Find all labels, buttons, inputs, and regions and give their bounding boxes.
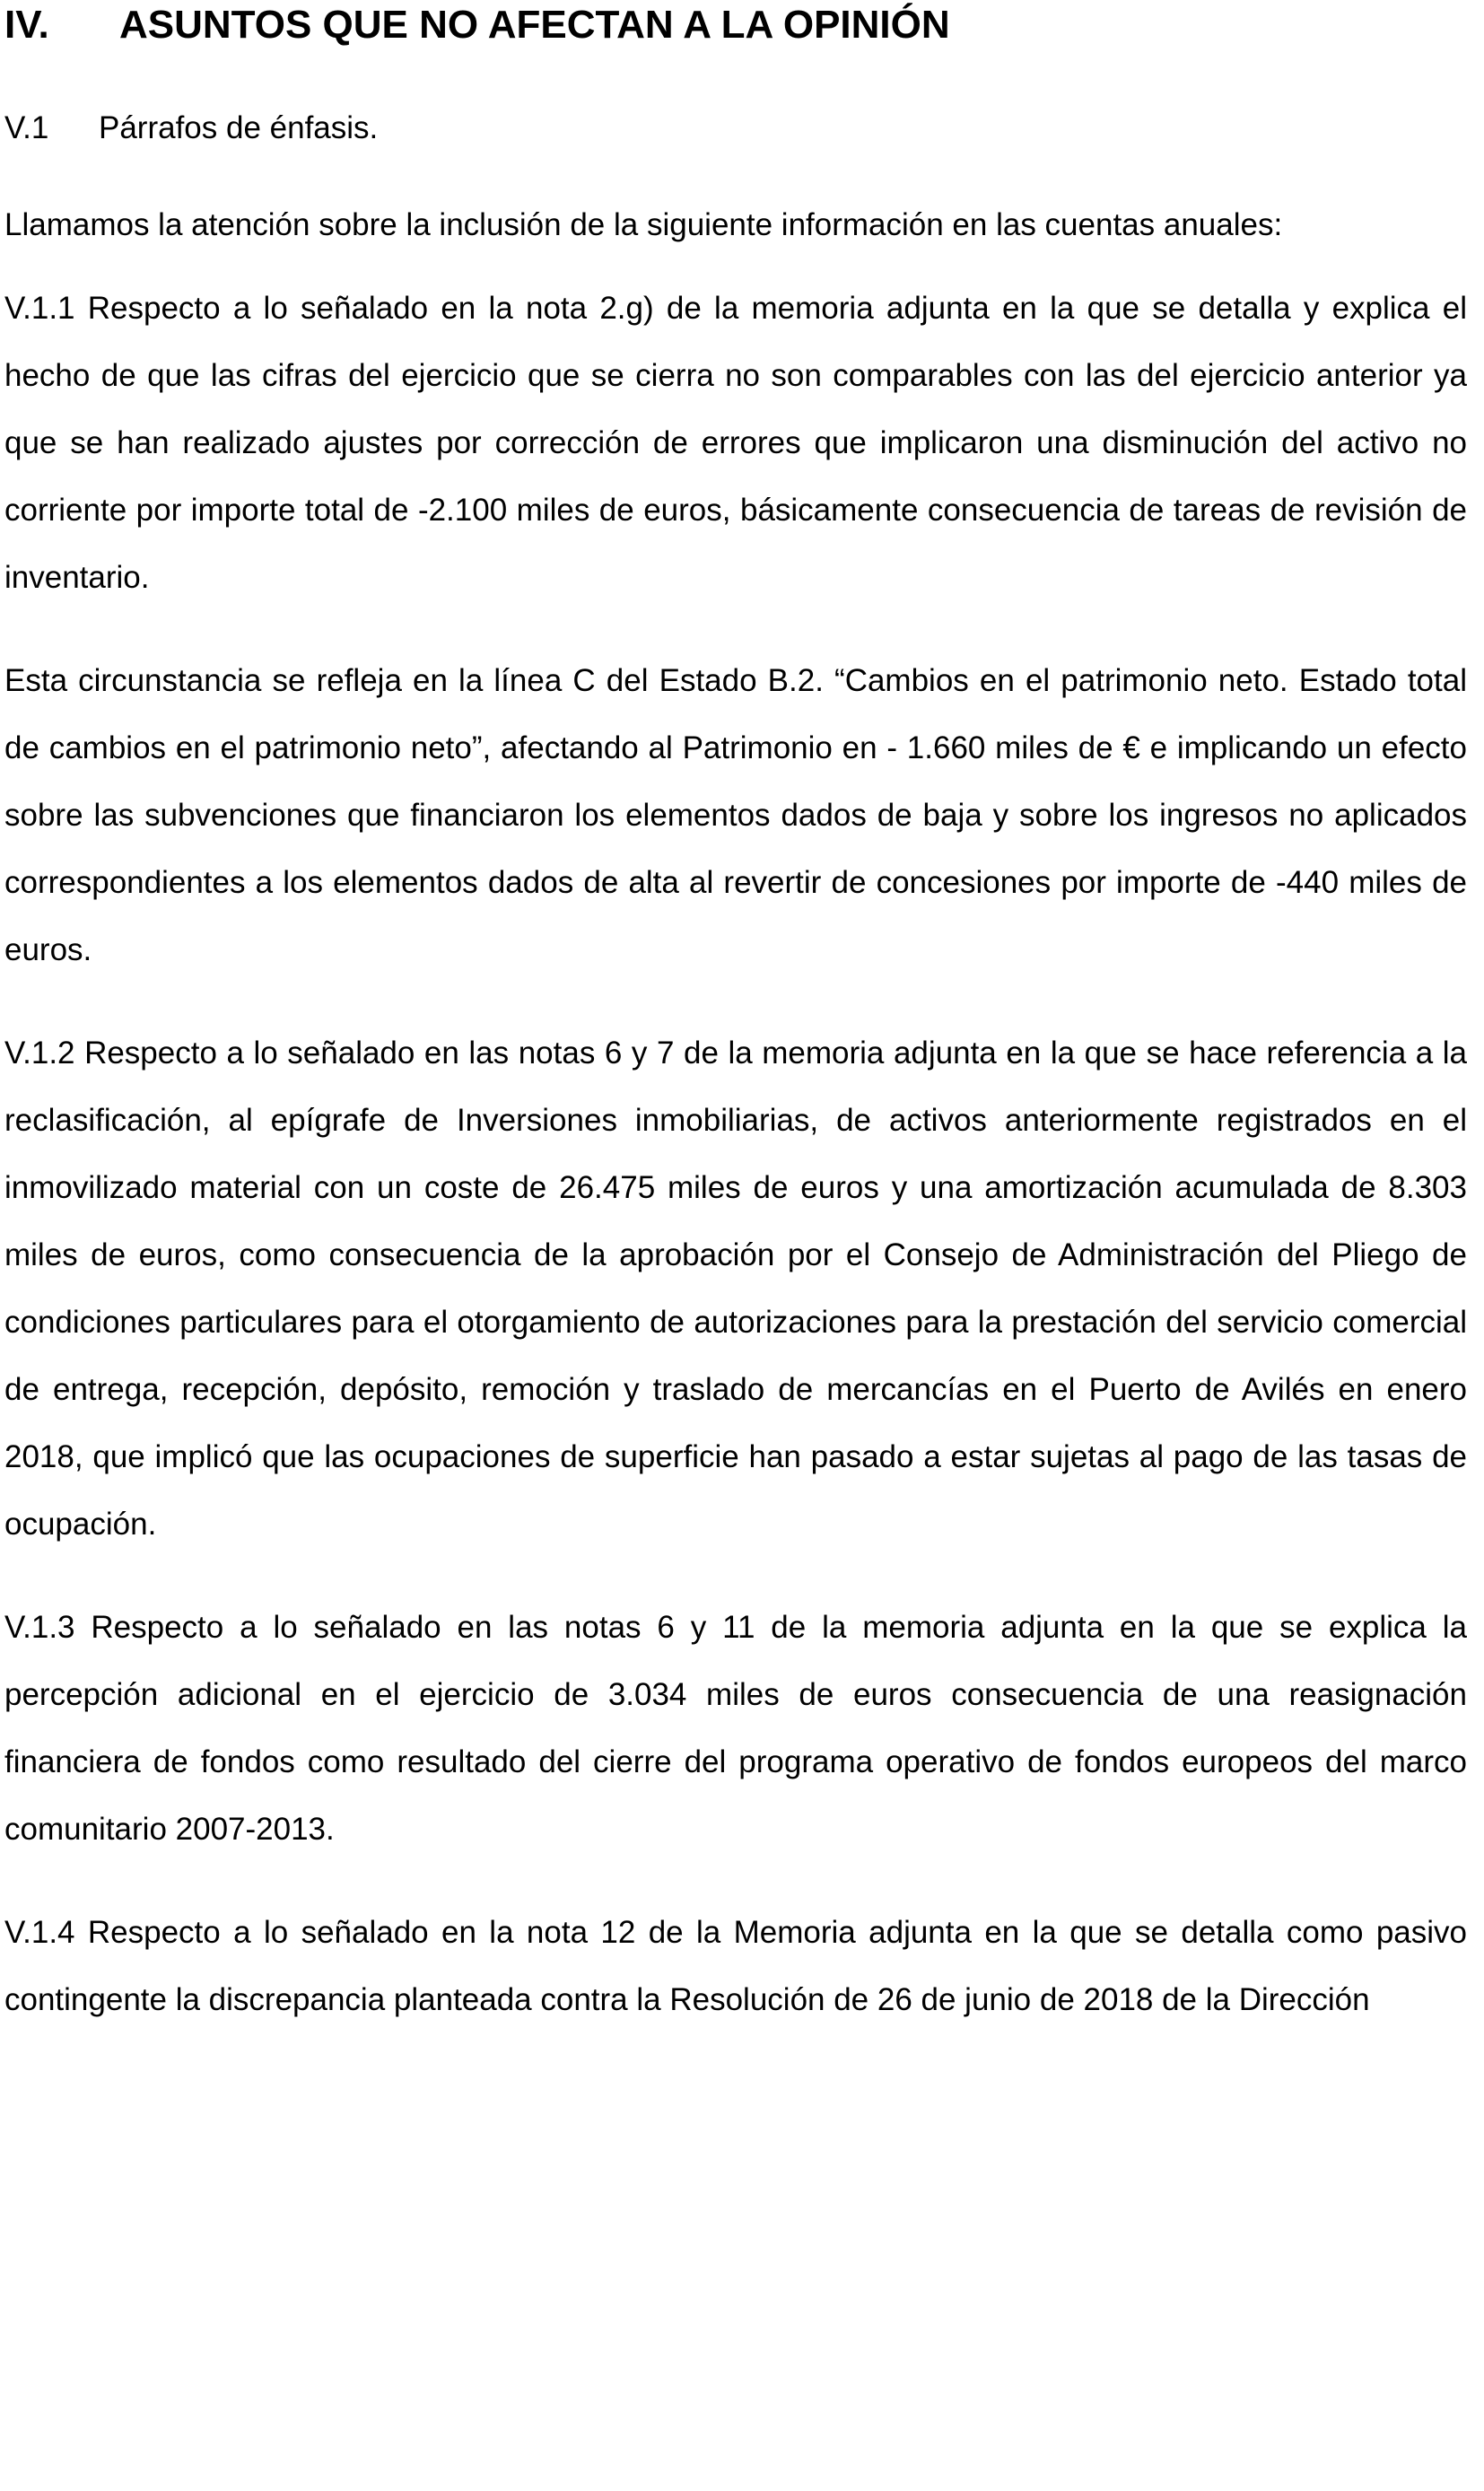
document-page <box>4 0 1467 2033</box>
paragraph-v-1-3: V.1.3 Respecto a lo señalado en las notas 6 y 11 de la memoria adjunta en la que se explica la percepción adicional en el ejercicio de 3.034 miles de euros consecuencia de una reasignación financiera de fondos como resultado del cierre del programa operativo de fondos europeos del marco comunitario 2007-2013. <box>4 1610 1467 1847</box>
subsection-title: Párrafos de énfasis. <box>99 110 379 145</box>
section-heading-title: ASUNTOS QUE NO AFECTAN A LA OPINIÓN <box>119 3 950 47</box>
paragraph-v-1-2: V.1.2 Respecto a lo señalado en las notas 6 y 7 de la memoria adjunta en la que se hace referencia a la reclasificación, al epígrafe de Inversiones inmobiliarias, de activos anteriormente registrados en el inmovilizado material con un coste de 26.475 miles de euros y una amortización acumulada de 8.303 miles de euros, como consecuencia de la aprobación por el Consejo de Administración del Pliego de condiciones particulares para el otorgamiento de autorizaciones para la prestación del servicio comercial de entrega, recepción, depósito, remoción y traslado de mercancías en el Puerto de Avilés en enero 2018, que implicó que las ocupaciones de superficie han pasado a estar sujetas al pago de las tasas de ocupación. <box>4 1036 1467 1542</box>
intro-text: Llamamos la atención sobre la inclusión de la siguiente información en las cuentas anuales: <box>4 207 1283 242</box>
subsection-number: V.1 <box>4 110 49 145</box>
section-heading <box>4 0 1467 48</box>
section-heading-number: IV. <box>4 3 49 47</box>
subsection-heading <box>4 106 1467 151</box>
paragraph-circumstance: Esta circunstancia se refleja en la línea C del Estado B.2. “Cambios en el patrimonio neto. Estado total de cambios en el patrimonio neto”, afectando al Patrimonio en - 1.660 miles de € e implicando un efecto sobre las subvenciones que financiaron los elementos dados de baja y sobre los ingresos no aplicados correspondientes a los elementos dados de alta al revertir de concesiones por importe de -440 miles de euros. <box>4 663 1467 967</box>
paragraph-v-1-1: V.1.1 Respecto a lo señalado en la nota 2.g) de la memoria adjunta en la que se detalla y explica el hecho de que las cifras del ejercicio que se cierra no son comparables con las del ejercicio anterior ya que se han realizado ajustes por corrección de errores que implicaron una disminución del activo no corriente por importe total de -2.100 miles de euros, básicamente consecuencia de tareas de revisión de inventario. <box>4 291 1467 595</box>
paragraph-v-1-4: V.1.4 Respecto a lo señalado en la nota 12 de la Memoria adjunta en la que se detalla como pasivo contingente la discrepancia planteada contra la Resolución de 26 de junio de 2018 de la Dirección <box>4 1915 1467 2017</box>
